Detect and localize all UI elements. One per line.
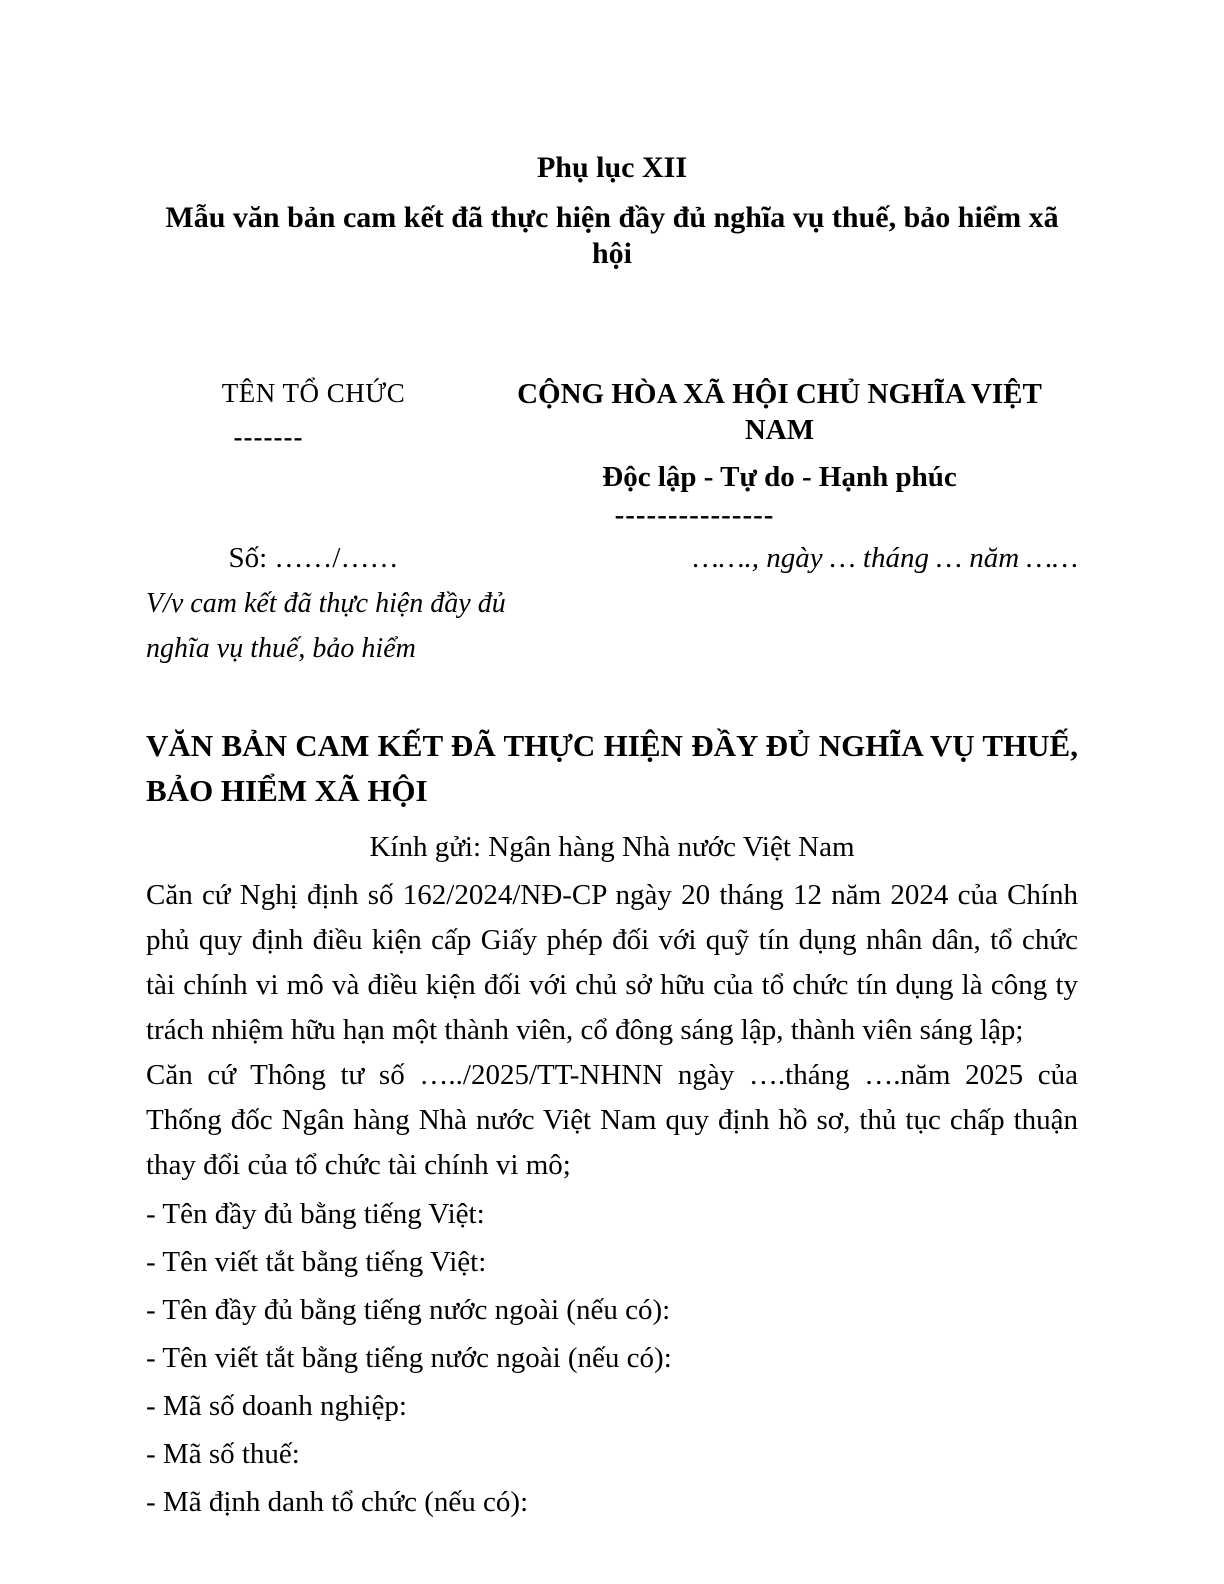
field-organization-id: - Mã định danh tổ chức (nếu có): bbox=[146, 1486, 529, 1519]
appendix-label: Phụ lục XII bbox=[536, 151, 688, 184]
field-enterprise-code: - Mã số doanh nghiệp: bbox=[146, 1390, 407, 1423]
legal-basis-paragraph: Căn cứ Nghị định số 162/2024/NĐ-CP ngày 20 tháng 12 năm 2024 của Chính phủ quy định điều kiện cấp Giấy phép đối với quỹ tín dụng nhân dân, tổ chức tài chính vi mô và điều kiện đối với chủ sở hữu của tổ chức tín dụng là công ty trách nhiệm hữu hạn một thành viên, cổ đông sáng lập, thành viên sáng lập; bbox=[146, 879, 1078, 1046]
org-name-placeholder: TÊN TỔ CHỨC bbox=[221, 378, 406, 408]
national-motto: Độc lập - Tự do - Hạnh phúc bbox=[602, 460, 957, 493]
letterhead-org-column bbox=[146, 376, 481, 453]
legal-basis-paragraph: Căn cứ Thông tư số …../2025/TT-NHNN ngày ….tháng ….năm 2025 của Thống đốc Ngân hàng Nhà nước Việt Nam quy định hồ sơ, thủ tục chấp thuận thay đổi của tổ chức tài chính vi mô; bbox=[146, 1058, 1078, 1181]
document-number: Số: ……/…… bbox=[228, 541, 399, 574]
salutation-line: Kính gửi: Ngân hàng Nhà nước Việt Nam bbox=[369, 831, 855, 864]
appendix-subtitle: Mẫu văn bản cam kết đã thực hiện đầy đủ nghĩa vụ thuế, bảo hiểm xã hội bbox=[165, 201, 1059, 270]
field-abbreviation-foreign: - Tên viết tắt bằng tiếng nước ngoài (nếu có): bbox=[146, 1342, 672, 1375]
reference-row bbox=[146, 540, 1078, 576]
field-abbreviation-vietnamese: - Tên viết tắt bằng tiếng Việt: bbox=[146, 1245, 487, 1278]
organization-field-list bbox=[146, 1190, 1078, 1527]
subject-line: V/v cam kết đã thực hiện đầy đủ nghĩa vụ thuế, bảo hiểm bbox=[146, 588, 506, 664]
letterhead-national-column bbox=[481, 376, 1078, 530]
field-tax-code: - Mã số thuế: bbox=[146, 1438, 300, 1471]
field-full-name-vietnamese: - Tên đầy đủ bằng tiếng Việt: bbox=[146, 1197, 485, 1230]
field-full-name-foreign: - Tên đầy đủ bằng tiếng nước ngoài (nếu có): bbox=[146, 1293, 671, 1326]
date-place-line: ……., ngày … tháng … năm …… bbox=[692, 541, 1078, 574]
org-divider-dashes: ------- bbox=[233, 422, 304, 453]
letterhead bbox=[146, 376, 1078, 530]
national-title: CỘNG HÒA XÃ HỘI CHỦ NGHĨA VIỆT NAM bbox=[517, 378, 1042, 447]
motto-divider-dashes: --------------- bbox=[614, 498, 775, 531]
document-title: VĂN BẢN CAM KẾT ĐÃ THỰC HIỆN ĐẦY ĐỦ NGHĨA VỤ THUẾ, BẢO HIỂM XÃ HỘI bbox=[146, 727, 1078, 808]
